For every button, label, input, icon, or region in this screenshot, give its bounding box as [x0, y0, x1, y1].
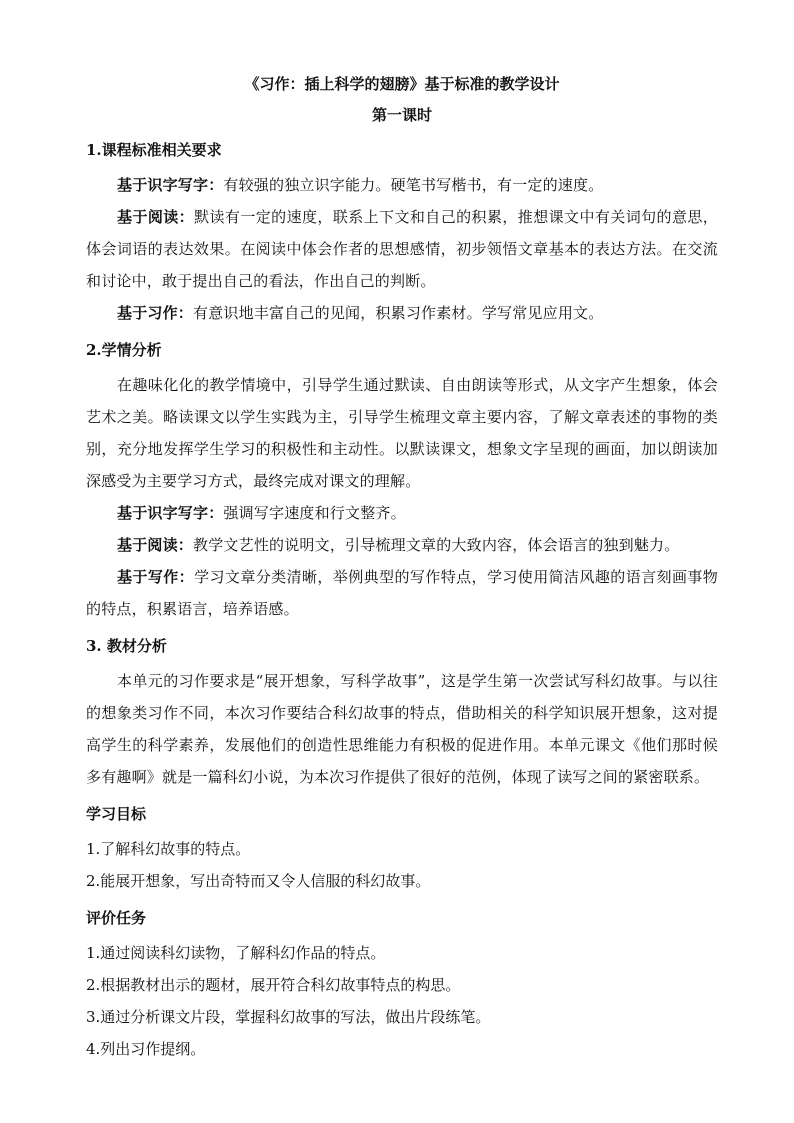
list-item: 1.通过阅读科幻读物，了解科幻作品的特点。	[86, 944, 386, 962]
section-heading-learner-analysis: 2.学情分析	[86, 341, 162, 359]
list-item: 1.了解科幻故事的特点。	[86, 840, 251, 858]
document-page	[86, 70, 718, 1065]
paragraph	[86, 497, 718, 529]
paragraph-text: 教学文艺性的说明文，引导梳理文章的大致内容，体会语言的独到魅力。	[193, 536, 680, 554]
paragraph	[86, 561, 718, 625]
paragraph-text: 学习文章分类清晰，举例典型的写作特点，学习使用简洁风趣的语言刻画事物的特点，积累语言，培养语感。	[86, 568, 718, 618]
paragraph	[86, 169, 718, 201]
document-subtitle: 第一课时	[371, 106, 432, 124]
list-item: 4.列出习作提纲。	[86, 1040, 206, 1058]
section-heading-textbook-analysis: 3. 教材分析	[86, 637, 167, 655]
paragraph-lead: 基于阅读：	[117, 208, 195, 226]
paragraph-text: 强调写字速度和行文整齐。	[223, 504, 406, 522]
paragraph: 在趣味化化的教学情境中，引导学生通过默读、自由朗读等形式，从文字产生想象，体会艺术之美。略读课文以学生实践为主，引导学生梳理文章主要内容，了解文章表述的事物的类别，充分地发挥学生学习的积极性和主动性。以默读课文，想象文字呈现的画面，加以朗读加深感受为主要学习方式，最终完成对课文的理解。	[86, 376, 718, 490]
paragraph-lead: 基于习作：	[117, 304, 194, 322]
paragraph	[86, 529, 718, 561]
list-item: 3.通过分析课文片段，掌握科幻故事的写法，做出片段练笔。	[86, 1008, 491, 1026]
list-item: 2.根据教材出示的题材，展开符合科幻故事特点的构思。	[86, 976, 461, 994]
document-title: 《习作：插上科学的翅膀》基于标准的教学设计	[244, 75, 560, 93]
section-heading-standards: 1.课程标准相关要求	[86, 141, 222, 159]
paragraph-text: 有较强的独立识字能力。硬笔书写楷书，有一定的速度。	[223, 176, 604, 194]
paragraph: 本单元的习作要求是“展开想象，写科学故事”，这是学生第一次尝试写科幻故事。与以往的想象类习作不同，本次习作要结合科幻故事的特点，借助相关的科学知识展开想象，这对提高学生的科学素养，发展他们的创造性思维能力有积极的促进作用。本单元课文《他们那时候多有趣啊》就是一篇科幻小说，为本次习作提供了很好的范例，体现了读写之间的紧密联系。	[86, 672, 718, 786]
paragraph-text: 有意识地丰富自己的见闻，积累习作素材。学写常见应用文。	[193, 304, 604, 322]
paragraph-lead: 基于识字写字：	[117, 176, 224, 194]
section-heading-learning-goals: 学习目标	[86, 805, 147, 823]
paragraph-lead: 基于识字写字：	[117, 504, 224, 522]
section-heading-assessment-tasks: 评价任务	[86, 909, 147, 927]
paragraph	[86, 297, 718, 329]
paragraph	[86, 201, 718, 297]
list-item: 2.能展开想象，写出奇特而又令人信服的科幻故事。	[86, 872, 431, 890]
paragraph-text: 默读有一定的速度，联系上下文和自己的积累，推想课文中有关词句的意思，体会词语的表达效果。在阅读中体会作者的思想感情，初步领悟文章基本的表达方法。在交流和讨论中，敢于提出自己的看法，作出自己的判断。	[86, 208, 718, 290]
paragraph-lead: 基于阅读：	[117, 536, 194, 554]
paragraph-lead: 基于写作：	[117, 568, 195, 586]
